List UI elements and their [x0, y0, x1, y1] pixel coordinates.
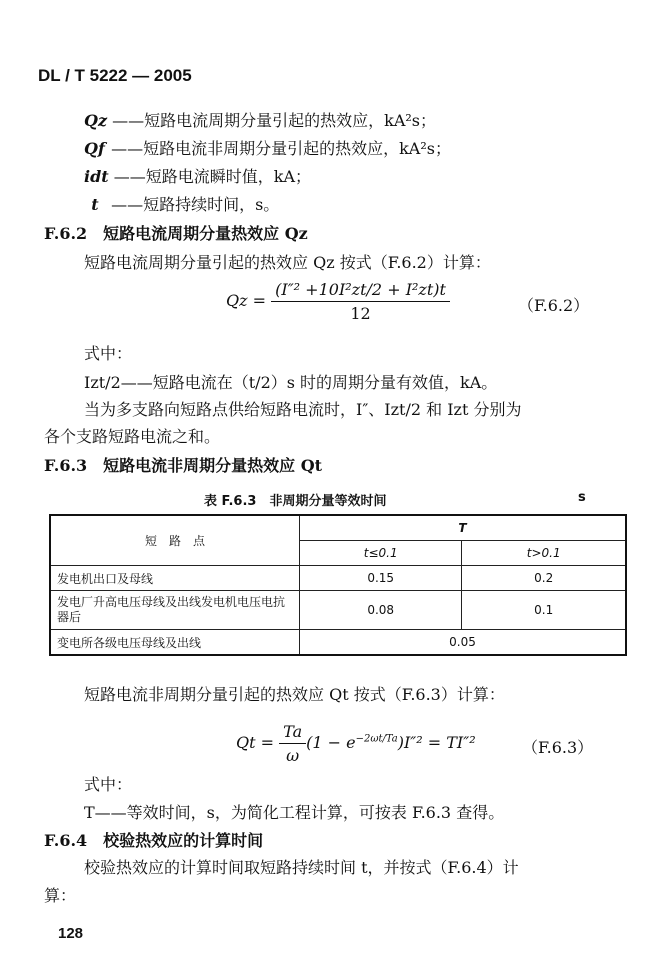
section-heading-f63: [44, 455, 322, 477]
paragraph-f63-intro: 短路电流非周期分量引起的热效应 Qt 按式（F.6.3）计算：: [84, 685, 505, 704]
table-cell-point: 变电所各级电压母线及出线: [50, 630, 300, 656]
table-row: [50, 591, 626, 630]
table-header-t: T: [300, 515, 627, 541]
equation-middle: (1 − e: [306, 733, 356, 752]
paragraph-f64-cont: 算：: [44, 886, 77, 905]
definition-dash: ——: [112, 111, 145, 130]
section-number: F.6.4: [44, 831, 88, 850]
definition-symbol: Qz: [84, 111, 108, 130]
definition-dash: ——: [111, 195, 144, 214]
table-unit: s: [578, 490, 586, 505]
equation-number-f63: （F.6.3）: [522, 738, 594, 757]
section-title: 短路电流周期分量热效应 Qz: [103, 224, 308, 243]
table-header-row: [50, 515, 626, 541]
equation-denominator: ω: [286, 746, 300, 765]
table-subheader-gt: t>0.1: [462, 541, 626, 566]
table-cell-value: 0.2: [462, 566, 626, 591]
definition-symbol: Qf: [84, 139, 105, 158]
equation-fraction: [279, 722, 306, 765]
definition-text: 短路电流瞬时值，kA；: [145, 167, 312, 186]
table-caption: 表 F.6.3 非周期分量等效时间: [204, 494, 387, 509]
table-cell-value: 0.1: [462, 591, 626, 630]
equation-lhs: Qt =: [236, 733, 275, 752]
table-row: [50, 630, 626, 656]
equivalent-time-table: [49, 514, 627, 656]
definition-idt: [84, 166, 311, 188]
equation-rhs: )I″² = TI″²: [397, 733, 476, 752]
definition-qf: [84, 138, 451, 160]
equation-numerator: Ta: [279, 722, 306, 744]
table-subheader-le: t≤0.1: [300, 541, 462, 566]
definition-dash: ——: [113, 167, 146, 186]
equation-number-f62: （F.6.2）: [518, 296, 590, 315]
definition-text: 短路电流非周期分量引起的热效应，kA²s；: [143, 139, 451, 158]
definition-text: 短路持续时间，s。: [143, 195, 280, 214]
section-title: 校验热效应的计算时间: [103, 831, 264, 850]
section-heading-f62: [44, 223, 308, 245]
section-number: F.6.3: [44, 456, 88, 475]
paragraph-multi-branch-cont: 各个支路短路电流之和。: [44, 427, 221, 446]
page-number: 128: [58, 925, 84, 942]
table-cell-value: 0.15: [300, 566, 462, 591]
paragraph-f62-intro: 短路电流周期分量引起的热效应 Qz 按式（F.6.2）计算：: [84, 253, 491, 272]
table-cell-point: 发电厂升高电压母线及出线发电机电压电抗器后: [50, 591, 300, 630]
shizhong-label-1: 式中：: [84, 344, 133, 363]
section-number: F.6.2: [44, 224, 88, 243]
equation-exponent: −2ωt/Ta: [355, 733, 398, 745]
definition-t: [84, 194, 279, 216]
table-cell-value-merged: 0.05: [300, 630, 627, 656]
definition-equivalent-time: T——等效时间，s，为简化工程计算，可按表 F.6.3 查得。: [84, 803, 505, 822]
definition-symbol: t: [91, 195, 99, 214]
definition-izt2: Izt/2——短路电流在（t/2）s 时的周期分量有效值，kA。: [84, 373, 498, 392]
table-cell-point: 发电机出口及母线: [50, 566, 300, 591]
paragraph-f64-intro: 校验热效应的计算时间取短路持续时间 t，并按式（F.6.4）计: [84, 858, 519, 877]
shizhong-label-2: 式中：: [84, 775, 133, 794]
equation-numerator: (I″² +10I²zt/2 + I²zt)t: [271, 280, 450, 302]
definition-dash: ——: [111, 139, 144, 158]
definition-text: 短路电流周期分量引起的热效应，kA²s；: [144, 111, 437, 130]
equation-denominator: 12: [350, 304, 371, 323]
equation-f63: [236, 722, 476, 765]
equation-lhs: Qz =: [226, 291, 267, 310]
document-header: DL / T 5222 — 2005: [38, 66, 192, 85]
definition-qz: [84, 110, 436, 132]
equation-f62: [226, 280, 450, 323]
table-cell-value: 0.08: [300, 591, 462, 630]
table-row: [50, 566, 626, 591]
table-header-point: 短 路 点: [50, 515, 300, 566]
equation-fraction: [271, 280, 450, 323]
definition-symbol: idt: [84, 167, 109, 186]
section-heading-f64: [44, 830, 263, 852]
paragraph-multi-branch: 当为多支路向短路点供给短路电流时，I″、Izt/2 和 Izt 分别为: [84, 400, 522, 419]
section-title: 短路电流非周期分量热效应 Qt: [103, 456, 323, 475]
